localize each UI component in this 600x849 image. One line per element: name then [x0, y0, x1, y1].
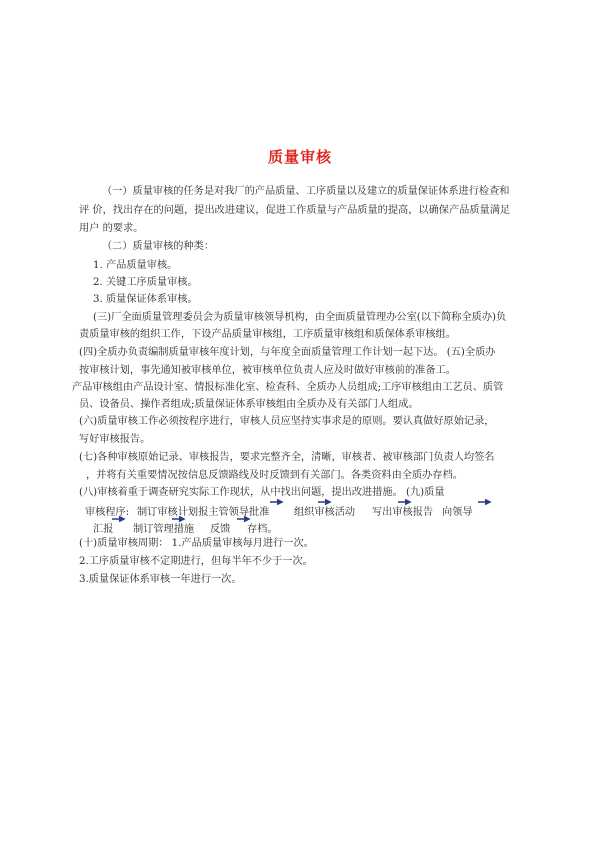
arrow-right-icon — [398, 499, 412, 505]
list-item: 2. 关键工序质量审核。 — [93, 277, 198, 288]
list-item: 1. 产品质量审核。 — [93, 260, 178, 271]
flow-step: 存档。 — [247, 524, 278, 535]
paragraph-line: 用户 的要求。 — [79, 223, 144, 234]
arrow-right-icon — [112, 516, 126, 522]
paragraph-line: 写好审核报告。 — [79, 434, 151, 445]
flow-step: 组织审核活动 — [294, 507, 356, 518]
document-title: 质量审核 — [267, 148, 332, 166]
paragraph-line: (三)厂全面质量管理委员会为质量审核领导机构，由全面质量管理办公室(以下简称全质办)负 — [93, 312, 507, 323]
arrow-right-icon — [270, 499, 284, 505]
arrow-right-icon — [478, 499, 492, 505]
flow-step: 反馈 — [210, 524, 231, 535]
paragraph-line: 责质量审核的组织工作，下设产品质量审核组，工序质量审核组和质保体系审核组。 — [79, 329, 456, 340]
arrow-right-icon — [172, 516, 186, 522]
paragraph-line: 员、设备员、操作者组成;质量保证体系审核组由全质办及有关部门人组成。 — [79, 399, 419, 410]
paragraph-line: 评 价，找出存在的问题，提出改进建议，促进工作质量与产品质量的提高，以确保产品质量满足 — [79, 205, 511, 216]
paragraph-line: (八)审核着重于调查研究实际工作现状，从中找出问题，提出改进措施。 (九)质量 — [79, 487, 445, 498]
flow-step: 制订审核计划报主管领导批准 — [137, 507, 270, 518]
flow-step: 写出审核报告 — [372, 507, 434, 518]
paragraph-line: (十)质量审核周期： 1.产品质量审核每月进行一次。 — [79, 538, 314, 549]
flow-step: 向领导 — [442, 507, 473, 518]
flow-step: 制订管理措施 — [133, 524, 195, 535]
paragraph-line: (四)全质办负责编制质量审核年度计划，与年度全面质量管理工作计划一起下达。 (五)全质办 — [79, 347, 496, 358]
paragraph-line: ，并将有关重要情况按信息反馈路线及时反馈到有关部门。各类资料由全质办存档。 — [86, 470, 463, 481]
paragraph-line: 按审核计划，事先通知被审核单位，被审核单位负责人应及时做好审核前的准备工。 — [79, 365, 456, 376]
procedure-label: 审核程序: — [85, 507, 130, 518]
paragraph-line: (七)各种审核原始记录、审核报告，要求完整齐全，清晰，审核者、被审核部门负责人均签名 — [79, 452, 495, 463]
paragraph-line: （一）质量审核的任务是对我厂的产品质量、工序质量以及建立的质量保证体系进行检查和 — [102, 186, 510, 197]
section-heading: （二）质量审核的种类： — [102, 241, 215, 252]
list-item: 3.质量保证体系审核一年进行一次。 — [79, 574, 242, 585]
paragraph-line: (六)质量审核工作必须按程序进行，审核人员应坚持实事求是的原则。要认真做好原始记录， — [79, 416, 495, 427]
flow-step: 汇报 — [93, 524, 114, 535]
list-item: 2.工序质量审核不定期进行，但每半年不少于一次。 — [79, 556, 313, 567]
paragraph-line: 产品审核组由产品设计室、情报标准化室、检查科、全质办人员组成;工序审核组由工艺员、质管 — [72, 382, 504, 393]
arrow-right-icon — [318, 499, 332, 505]
list-item: 3. 质量保证体系审核。 — [93, 294, 198, 305]
